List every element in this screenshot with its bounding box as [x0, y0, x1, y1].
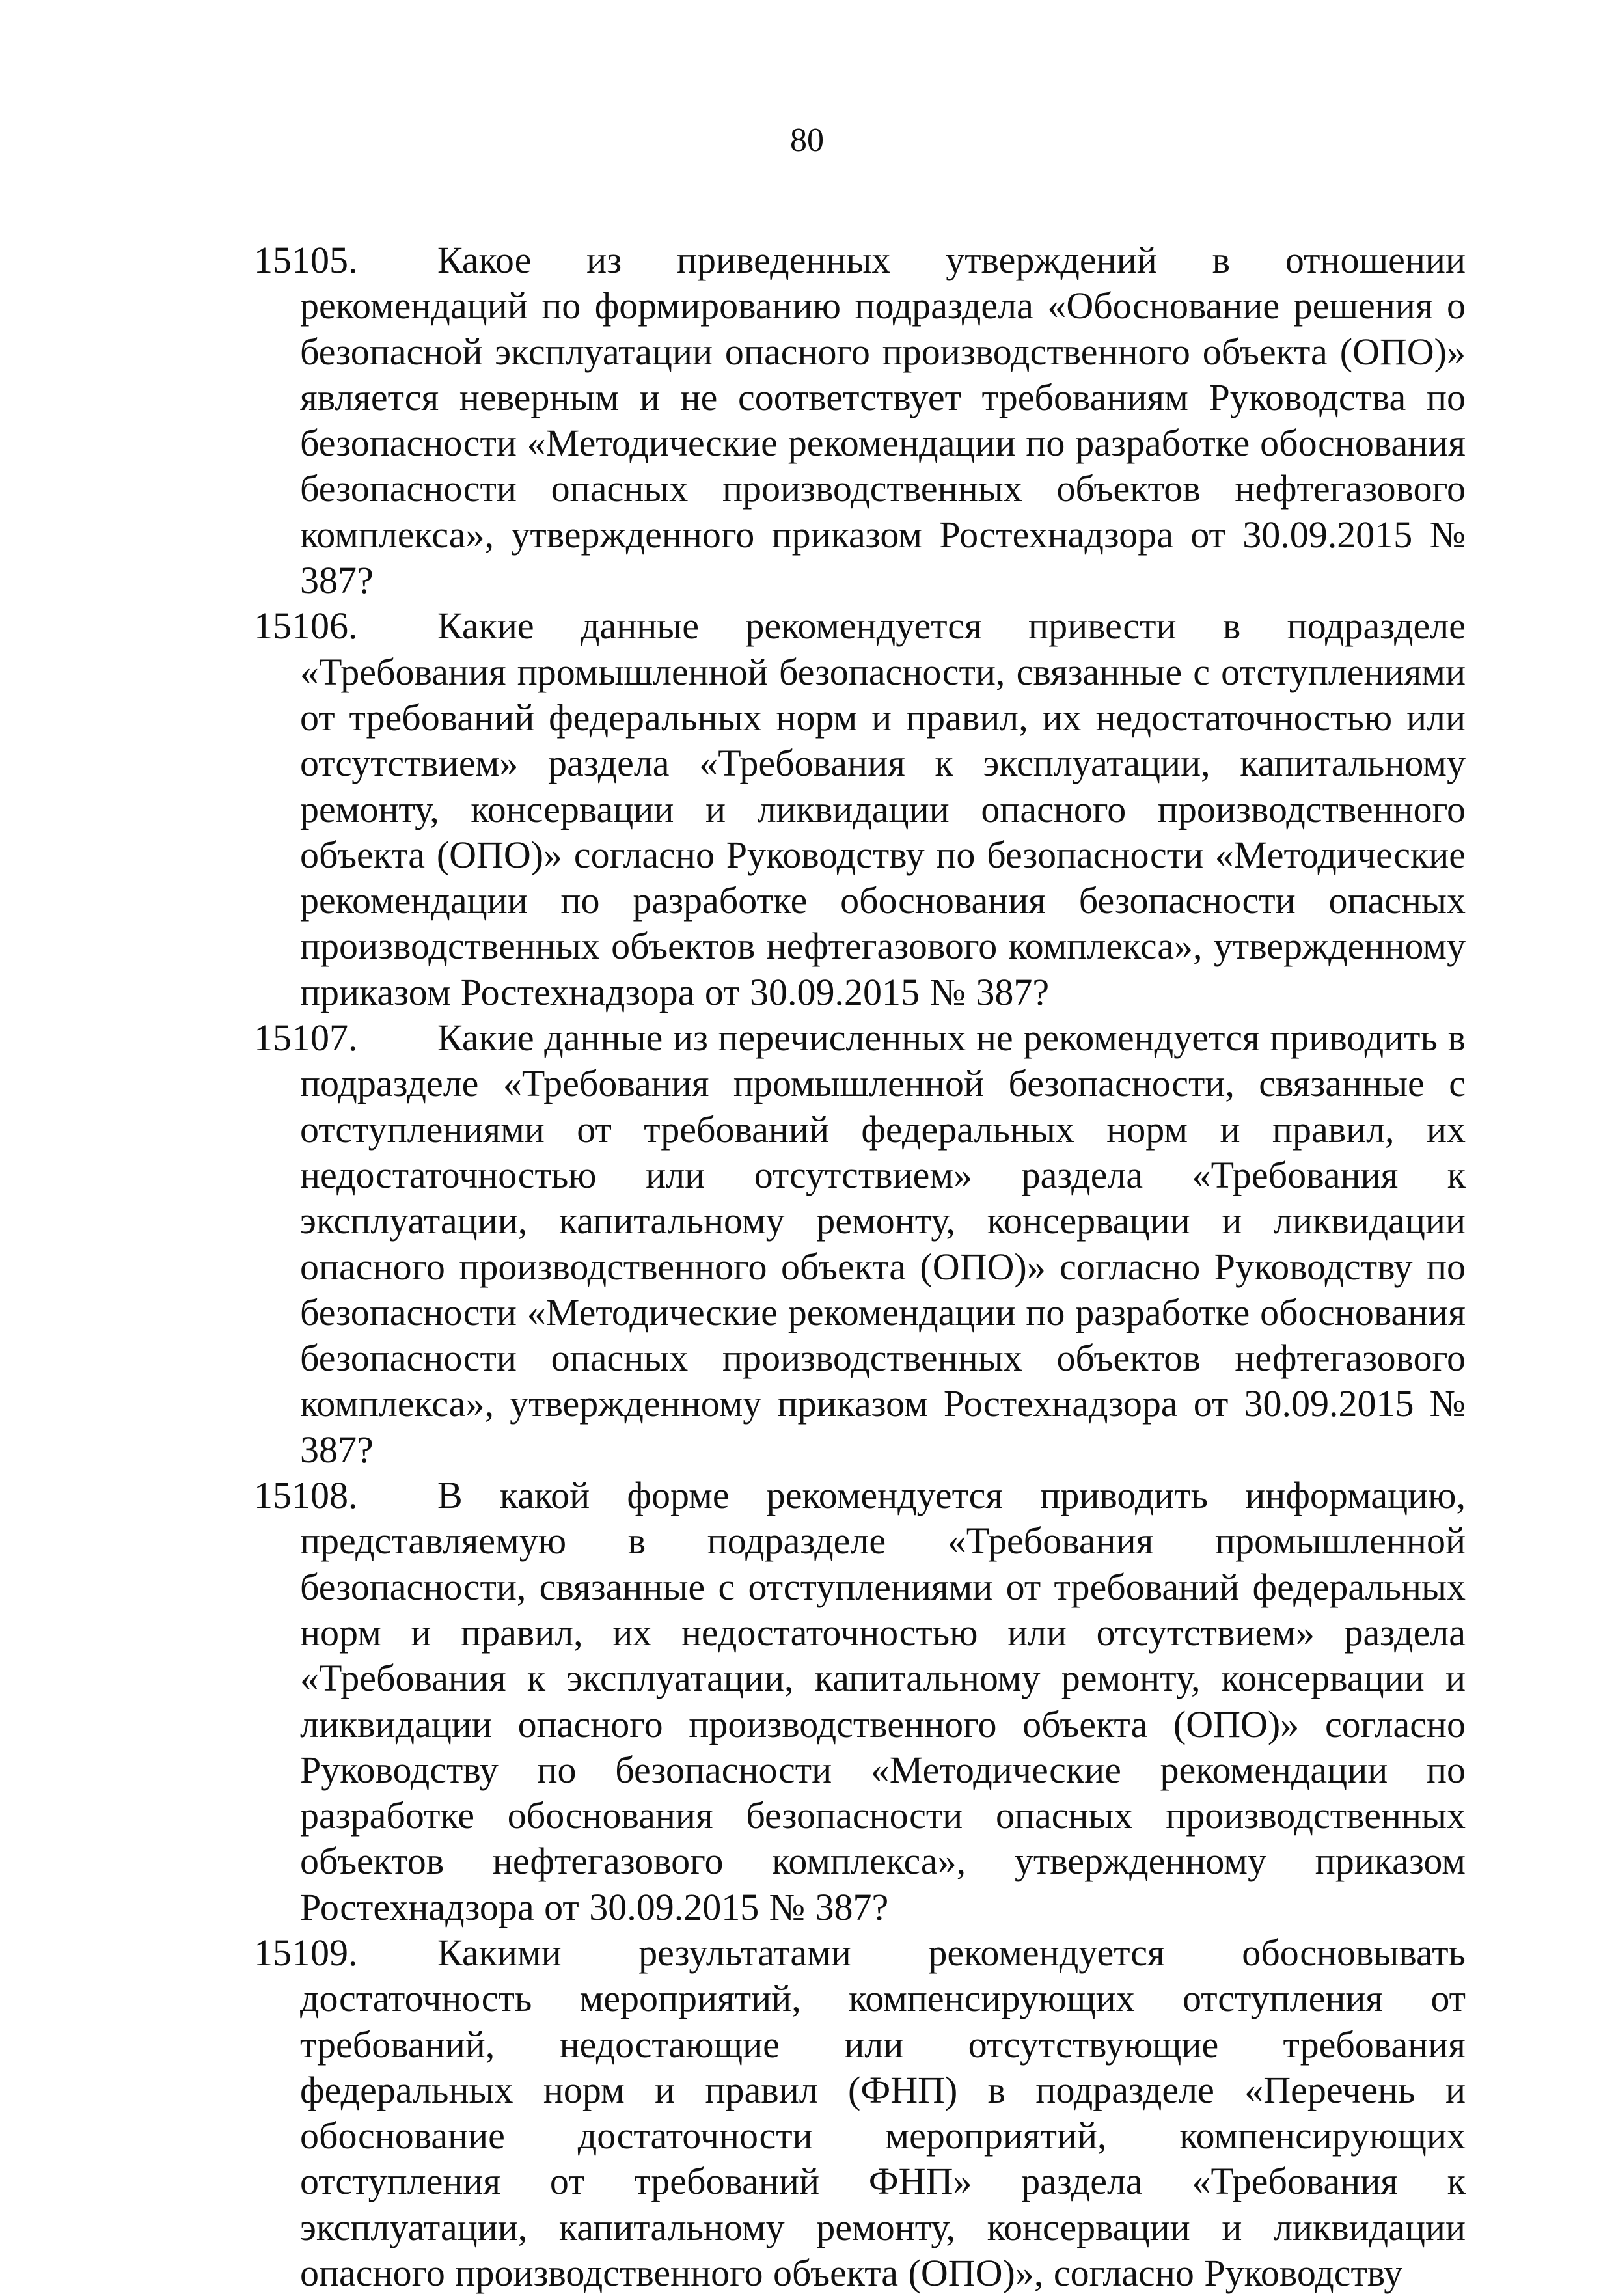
question-number: 15109. — [254, 1931, 358, 1974]
question-item — [0, 1473, 1466, 1930]
question-text: Какие данные рекомендуется привести в подразделе «Требования промышленной безопасности, связанные с отступлениями от требований федеральных норм и правил, их недостаточностью или отсутствием» раздела «Требования к эксплуатации, капитальному ремонту, консервации и ликвидации опасного производственного объекта (ОПО)» согласно Руководству по безопасности «Методические рекомендации по разработке обоснования безопасности опасных производственных объектов нефтегазового комплекса», утвержденному приказом Ростехнадзора от 30.09.2015 № 387? — [300, 605, 1466, 1013]
question-number: 15105. — [254, 239, 358, 281]
question-number: 15106. — [254, 605, 358, 648]
question-text: В какой форме рекомендуется приводить информацию, представляемую в подразделе «Требования промышленной безопасности, связанные с отступлениями от требований федеральных норм и правил, их недостаточностью или отсутствием» раздела «Требования к эксплуатации, капитальному ремонту, консервации и ликвидации опасного производственного объекта (ОПО)» согласно Руководству по безопасности «Методические рекомендации по разработке обоснования безопасности опасных производственных объектов нефтегазового комплекса», утвержденному приказом Ростехнадзора от 30.09.2015 № 387? — [300, 1474, 1466, 1928]
question-number: 15108. — [254, 1474, 358, 1517]
question-item — [0, 1930, 1466, 2296]
page-number: 80 — [790, 122, 824, 159]
question-text: Какими результатами рекомендуется обосновывать достаточность мероприятий, компенсирующих отступления от требований, недостающие или отсутствующие требования федеральных норм и правил (ФНП) в подразделе «Перечень и обоснование достаточности мероприятий, компенсирующих отступления от требований ФНП» раздела «Требования к эксплуатации, капитальному ремонту, консервации и ликвидации опасного производственного объекта (ОПО)», согласно Руководству — [300, 1931, 1466, 2295]
question-item — [0, 238, 1466, 603]
question-number: 15107. — [254, 1017, 358, 1059]
question-list — [0, 238, 1614, 2296]
question-text: Какое из приведенных утверждений в отношении рекомендаций по формированию подраздела «Обоснование решения о безопасной эксплуатации опасного производственного объекта (ОПО)» является неверным и не соответствует требованиям Руководства по безопасности «Методические рекомендации по разработке обоснования безопасности опасных производственных объектов нефтегазового комплекса», утвержденного приказом Ростехнадзора от 30.09.2015 № 387? — [300, 239, 1466, 602]
question-item — [0, 603, 1466, 1015]
question-item — [0, 1015, 1466, 1473]
question-text: Какие данные из перечисленных не рекомендуется приводить в подразделе «Требования промышленной безопасности, связанные с отступлениями от требований федеральных норм и правил, их недостаточностью или отсутствием» раздела «Требования к эксплуатации, капитальному ремонту, консервации и ликвидации опасного производственного объекта (ОПО)» согласно Руководству по безопасности «Методические рекомендации по разработке обоснования безопасности опасных производственных объектов нефтегазового комплекса», утвержденному приказом Ростехнадзора от 30.09.2015 № 387? — [300, 1017, 1466, 1471]
